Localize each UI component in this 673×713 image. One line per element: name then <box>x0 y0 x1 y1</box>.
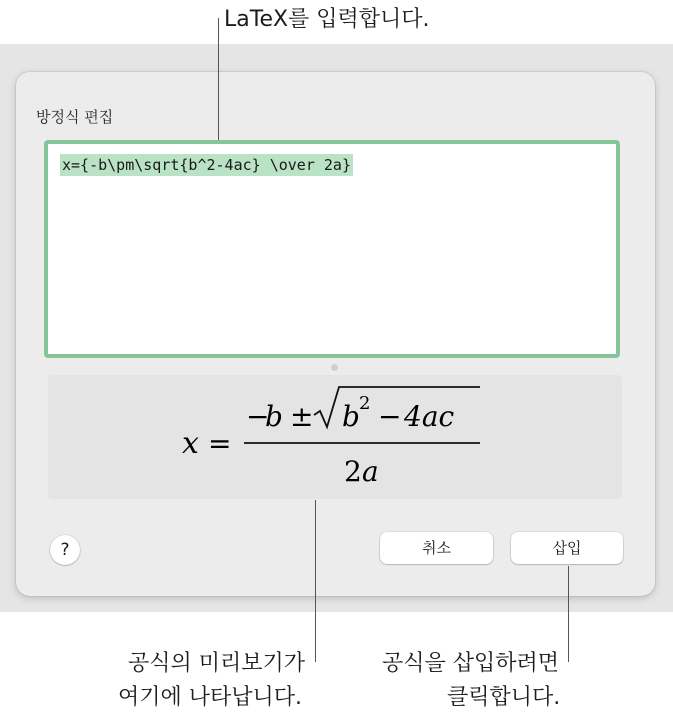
callout-latex-label: LaTeX를 입력합니다. <box>224 7 430 32</box>
cancel-button[interactable]: 취소 <box>380 532 493 564</box>
preview-lhs: x <box>182 426 199 461</box>
equation-preview <box>48 375 622 499</box>
preview-b-squared-base: b <box>342 400 360 433</box>
equation-preview-render <box>48 375 622 499</box>
callout-preview-label-line1: 공식의 미리보기가 <box>128 651 306 676</box>
preview-equals: = <box>208 427 232 460</box>
preview-minus-sign: − <box>246 400 270 433</box>
callout-preview-label-line2: 여기에 나타납니다. <box>118 685 303 710</box>
insert-button[interactable]: 삽입 <box>511 532 623 564</box>
preview-denominator-var: a <box>362 455 379 488</box>
preview-exponent: 2 <box>359 393 371 414</box>
preview-4ac: 4ac <box>404 400 455 433</box>
callout-insert-label-line2: 클릭합니다. <box>447 685 561 710</box>
resize-handle[interactable] <box>331 364 338 371</box>
callout-insert-line <box>568 566 569 662</box>
dialog-title: 방정식 편집 <box>36 108 114 126</box>
latex-editor[interactable] <box>44 140 620 358</box>
preview-b: b <box>265 400 283 433</box>
latex-input-text[interactable]: x={-b\pm\sqrt{b^2-4ac} \over 2a} <box>62 156 351 174</box>
help-button[interactable]: ? <box>50 535 80 565</box>
callout-preview-line <box>315 500 316 662</box>
preview-denominator-coef: 2 <box>344 455 362 488</box>
callout-latex-line-lower <box>218 18 219 140</box>
preview-minus: − <box>378 400 402 433</box>
callout-insert-label-line1: 공식을 삽입하려면 <box>382 651 560 676</box>
preview-plus-minus: ± <box>290 400 314 433</box>
